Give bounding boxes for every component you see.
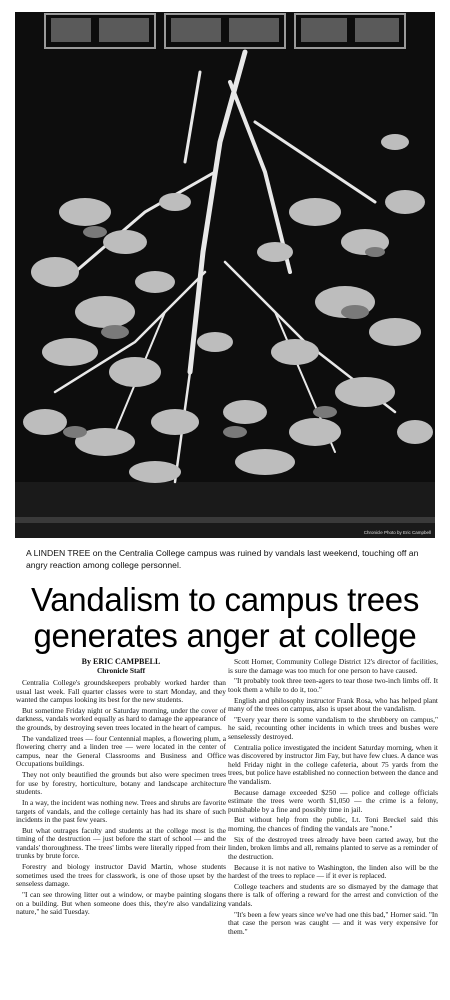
- paragraph: The vandalized trees — four Centennial maples, a flowering plum, a flowering cherry and a linden tree — were located in the center of campus, near the General Classrooms and Business and Office Occupations buildings.: [16, 733, 226, 769]
- headline-line-2: generates anger at college: [33, 617, 417, 654]
- paragraph: "Every year there is some vandalism to the shrubbery on campus," he said, recounting other incidents in which trees and bushes were senselessly destroyed.: [228, 714, 438, 741]
- paragraph: Forestry and biology instructor David Martin, whose students sometimes used the trees for classwork, is one of those upset by the senseless damage.: [16, 862, 226, 889]
- paragraph: But what outrages faculty and students at the college most is the timing of the destruction — just before the start of school — and the vandals' thoroughness. The trees' limbs were literally ripped from their trunks by brute force.: [16, 825, 226, 861]
- paragraph: English and philosophy instructor Frank Rosa, who has helped plant many of the trees on campus, also is upset about the vandalism.: [228, 695, 438, 714]
- photo-credit: Chronicle Photo by Eric Campbell: [363, 530, 431, 535]
- tree-photo-graphic: [15, 12, 435, 538]
- paragraph: "I can see throwing litter out a window, or maybe painting slogans on a building. But when someone does this, they're also vandalizing nature," he said Tuesday.: [16, 889, 226, 917]
- paragraph: "It probably took three teen-agers to tear those two-inch limbs off. It took them a while to do it, too.": [228, 676, 438, 694]
- paragraph: Because it is not native to Washington, the linden also will be the hardest of the trees to replace — if it ever is replaced.: [228, 862, 438, 881]
- headline-line-1: Vandalism to campus trees: [30, 581, 420, 618]
- byline-author: By ERIC CAMPBELL: [81, 657, 161, 666]
- paragraph: In a way, the incident was nothing new. Trees and shrubs are favorite targets of vandals, and the college certainly has had its share of such incidents in the past few years.: [16, 797, 226, 825]
- paragraph: They not only beautified the grounds but also were specimen trees for use by forestry, horticulture, botany and landscape architecture students.: [16, 770, 226, 797]
- caption-lead: A LINDEN TREE: [26, 548, 91, 558]
- paragraph: "It's been a few years since we've had one this bad," Horner said. "In that case the person was caught — and it was very expensive for them.": [228, 909, 438, 936]
- paragraph: Scott Horner, Community College District 12's director of facilities, is sure the damage was too much for one person to have caused.: [228, 657, 438, 675]
- paragraph: Centralia College's groundskeepers probably worked harder than usual last week. Fall quarter classes were to start Monday, and they wanted the campus looking its best for the new students.: [16, 678, 226, 705]
- caption-text: on the Centralia College campus was ruined by vandals last weekend, touching off an angry reaction among college personnel.: [26, 548, 419, 570]
- paragraph: Centralia police investigated the incident Saturday morning, when it was discovered by instructor Jim Fay, but have few clues. A dance was held Friday night in the college cafeteria, about 75 yards from the trees, but police have established no connection between the dance and the vandalism.: [228, 742, 438, 786]
- linden-tree-photo: [15, 12, 435, 538]
- paragraph: College teachers and students are so dismayed by the damage that there is talk of offering a reward for the arrest and conviction of the vandals.: [228, 881, 438, 908]
- paragraph: Six of the destroyed trees already have been carted away, but the linden, broken limbs and all, remains planted to serve as a reminder of the destruction.: [228, 834, 438, 861]
- article-column-left: [16, 658, 226, 919]
- article-headline: [0, 582, 450, 654]
- photo-caption: [26, 548, 426, 571]
- byline: [16, 658, 226, 675]
- paragraph: Because damage exceeded $250 — police and college officials estimate the trees were worth $1,050 — the crime is a felony, punishable by a fine and possibly time in jail.: [228, 787, 438, 814]
- paragraph: But sometime Friday night or Saturday morning, under the cover of darkness, vandals worked equally as hard to damage the appearance of the grounds, by destroying seven trees located in the heart of campus.: [16, 705, 226, 733]
- article-column-right: [228, 658, 438, 938]
- paragraph: But without help from the public, Lt. Toni Breckel said this morning, the chances of finding the vandals are "none.": [228, 815, 438, 833]
- byline-staff: Chronicle Staff: [96, 665, 146, 675]
